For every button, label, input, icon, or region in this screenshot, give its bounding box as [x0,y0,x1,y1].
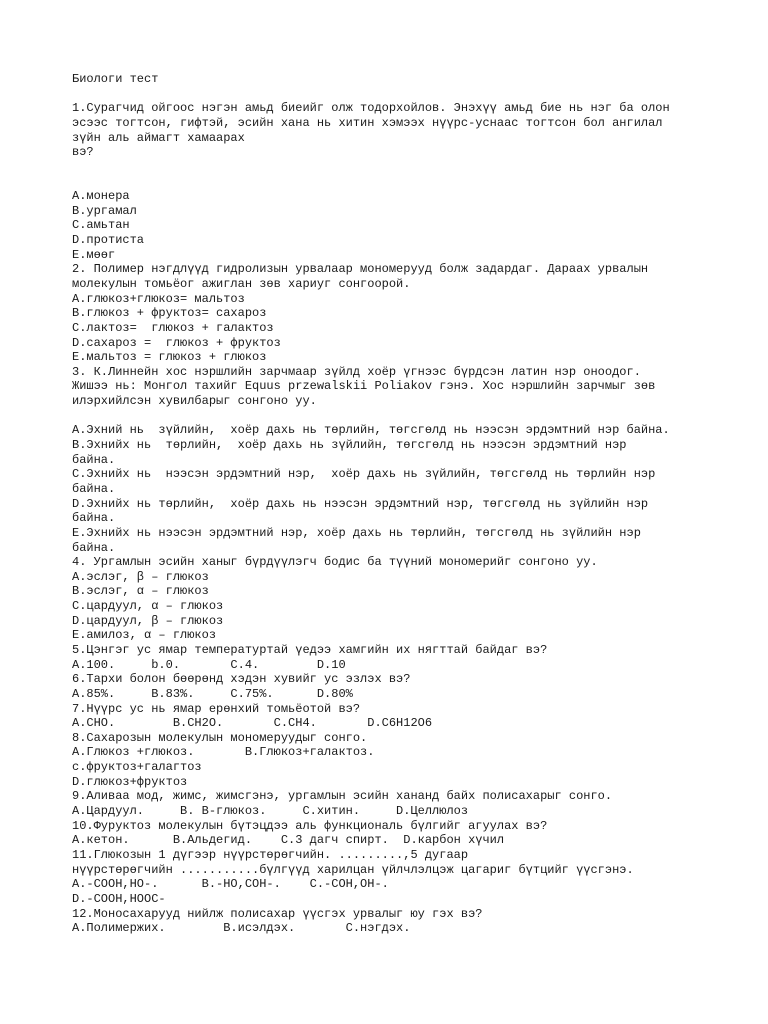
text-line: A.Полимержих. B.исэлдэх. C.нэгдэх. [72,921,411,936]
text-line: A.CHO. B.CH2O. C.CH4. D.C6H12O6 [72,716,433,731]
text-line: C.лактоз= глюкоз + галактоз [72,320,274,335]
text-line: зүйн аль аймагт хамаарах [72,130,245,145]
text-line: Биологи тест [72,72,159,86]
text-line: 11.Глюкозын 1 дүгээр нүүрстөрөгчийн. .........,5 дугаар [72,847,469,862]
text-line: E.Эхнийх нь нээсэн эрдэмтний нэр, хоёр дахь нь төрлийн, төгсгөлд нь зүйлийн нэр [72,525,641,540]
text-line: 3. К.Линнейн хос нэршлийн зарчмаар зүйлд хоёр үгнээс бүрдсэн латин нэр оноодог. [72,364,641,379]
text-line [72,87,762,102]
text-line: A.Цардуул. B. B-глюкоз. C.хитин. D.Целлюлоз [72,804,469,819]
text-line: 7.Нүүрс ус нь ямар ерөнхий томьёотой вэ? [72,701,361,716]
text-line: A.Глюкоз +глюкоз. B.Глюкоз+галактоз. [72,745,375,760]
text-line: E.мальтоз = глюкоз + глюкоз [72,350,267,365]
text-line: D.глюкоз+фруктоз [72,774,188,789]
text-line: E.амилоз, α – глюкоз [72,628,217,643]
text-line: C.цардуул, α – глюкоз [72,599,224,614]
text-line: B.эслэг, α – глюкоз [72,584,209,599]
text-line: байна. [72,511,116,526]
text-line: эсээс тогтсон, гифтэй, эсийн хана нь хитин хэмээх нүүрс-уснаас тогтсон бол ангилал [72,115,663,130]
text-line: 9.Аливаа мод, жимс, жимсгэнэ, ургамлын эсийн хананд байх полисахарыг сонго. [72,789,613,804]
text-line: 1.Сурагчид ойгоос нэгэн амьд биеийг олж тодорхойлов. Энэхүү амьд бие нь нэг ба олон [72,101,670,116]
text-line: A.Эхний нь зүйлийн, хоёр дахь нь төрлийн, төгсгөлд нь нээсэн эрдэмтний нэр байна. [72,423,670,438]
text-line: байна. [72,452,116,467]
text-line: A.85%. B.83%. C.75%. D.80% [72,686,353,701]
text-line [72,409,762,424]
text-line [72,160,762,175]
text-line: A.100. b.0. C.4. D.10 [72,657,346,672]
text-line: 4. Ургамлын эсийн ханыг бүрдүүлэгч бодис ба түүний мономерийг сонгоно уу. [72,555,598,570]
text-line: D.-COOH,HOOC- [72,891,166,906]
text-line: A.эслэг, β – глюкоз [72,569,209,584]
text-line: байна. [72,540,116,555]
text-line: A.-COOH,HO-. B.-HO,COH-. C.-COH,OH-. [72,877,389,892]
text-line: 6.Тархи болон бөөрөнд хэдэн хувийг ус эзлэх вэ? [72,672,411,687]
text-line: D.сахароз = глюкоз + фруктоз [72,335,281,350]
text-line: байна. [72,481,116,496]
text-line: молекулын томьёог ажиглан зөв хариуг сонгоорой. [72,276,411,291]
text-line: 12.Моносахарууд нийлж полисахар үүсгэх урвалыг юу гэх вэ? [72,906,483,921]
text-line: D.протиста [72,233,145,248]
text-line: A.кетон. B.Альдегид. C.3 дагч спирт. D.карбон хүчил [72,833,505,848]
text-line: A.монера [72,189,130,204]
text-line: D.цардуул, β – глюкоз [72,613,224,628]
text-line: 5.Цэнгэг ус ямар температуртай үедээ хамгийн их нягттай байдаг вэ? [72,642,548,657]
text-line: E.мөөг [72,247,116,262]
text-line: 8.Сахарозын молекулын мономеруудыг сонго. [72,730,368,745]
text-line: B.глюкоз + фруктоз= сахароз [72,306,267,321]
text-line: Жишээ нь: Монгол тахийг Equus przewalskii Poliakov гэнэ. Хос нэршлийн зарчмыг зөв [72,379,656,394]
text-line: 10.Фуруктоз молекулын бүтэцдээ аль функциональ бүлгийг агуулах вэ? [72,818,548,833]
text-line: нүүрстөрөгчийн ...........бүлгүүд харилцан үйлчлэлцэж цагариг бүтцийг үүсгэнэ. [72,862,634,877]
text-line: B.Эхнийх нь төрлийн, хоёр дахь нь зүйлийн, төгсгөлд нь нээсэн эрдэмтний нэр [72,438,627,453]
text-line: C.Эхнийх нь нээсэн эрдэмтний нэр, хоёр дахь нь зүйлийн, төгсгөлд нь төрлийн нэр [72,467,656,482]
text-line: C.амьтан [72,218,130,233]
text-line [72,174,762,189]
text-line: 2. Полимер нэгдлүүд гидролизын урвалаар мономерууд болж задардаг. Дараах урвалын [72,262,649,277]
text-line: c.фруктоз+галагтоз [72,760,202,775]
text-line: вэ? [72,145,94,160]
text-line: A.глюкоз+глюкоз= мальтоз [72,291,245,306]
text-line: илэрхийлсэн хувилбарыг сонгоно уу. [72,394,317,409]
document-page [72,72,762,936]
text-line: B.ургамал [72,203,137,218]
text-line: D.Эхнийх нь төрлийн, хоёр дахь нь нээсэн эрдэмтний нэр, төгсгөлд нь зүйлийн нэр [72,496,649,511]
